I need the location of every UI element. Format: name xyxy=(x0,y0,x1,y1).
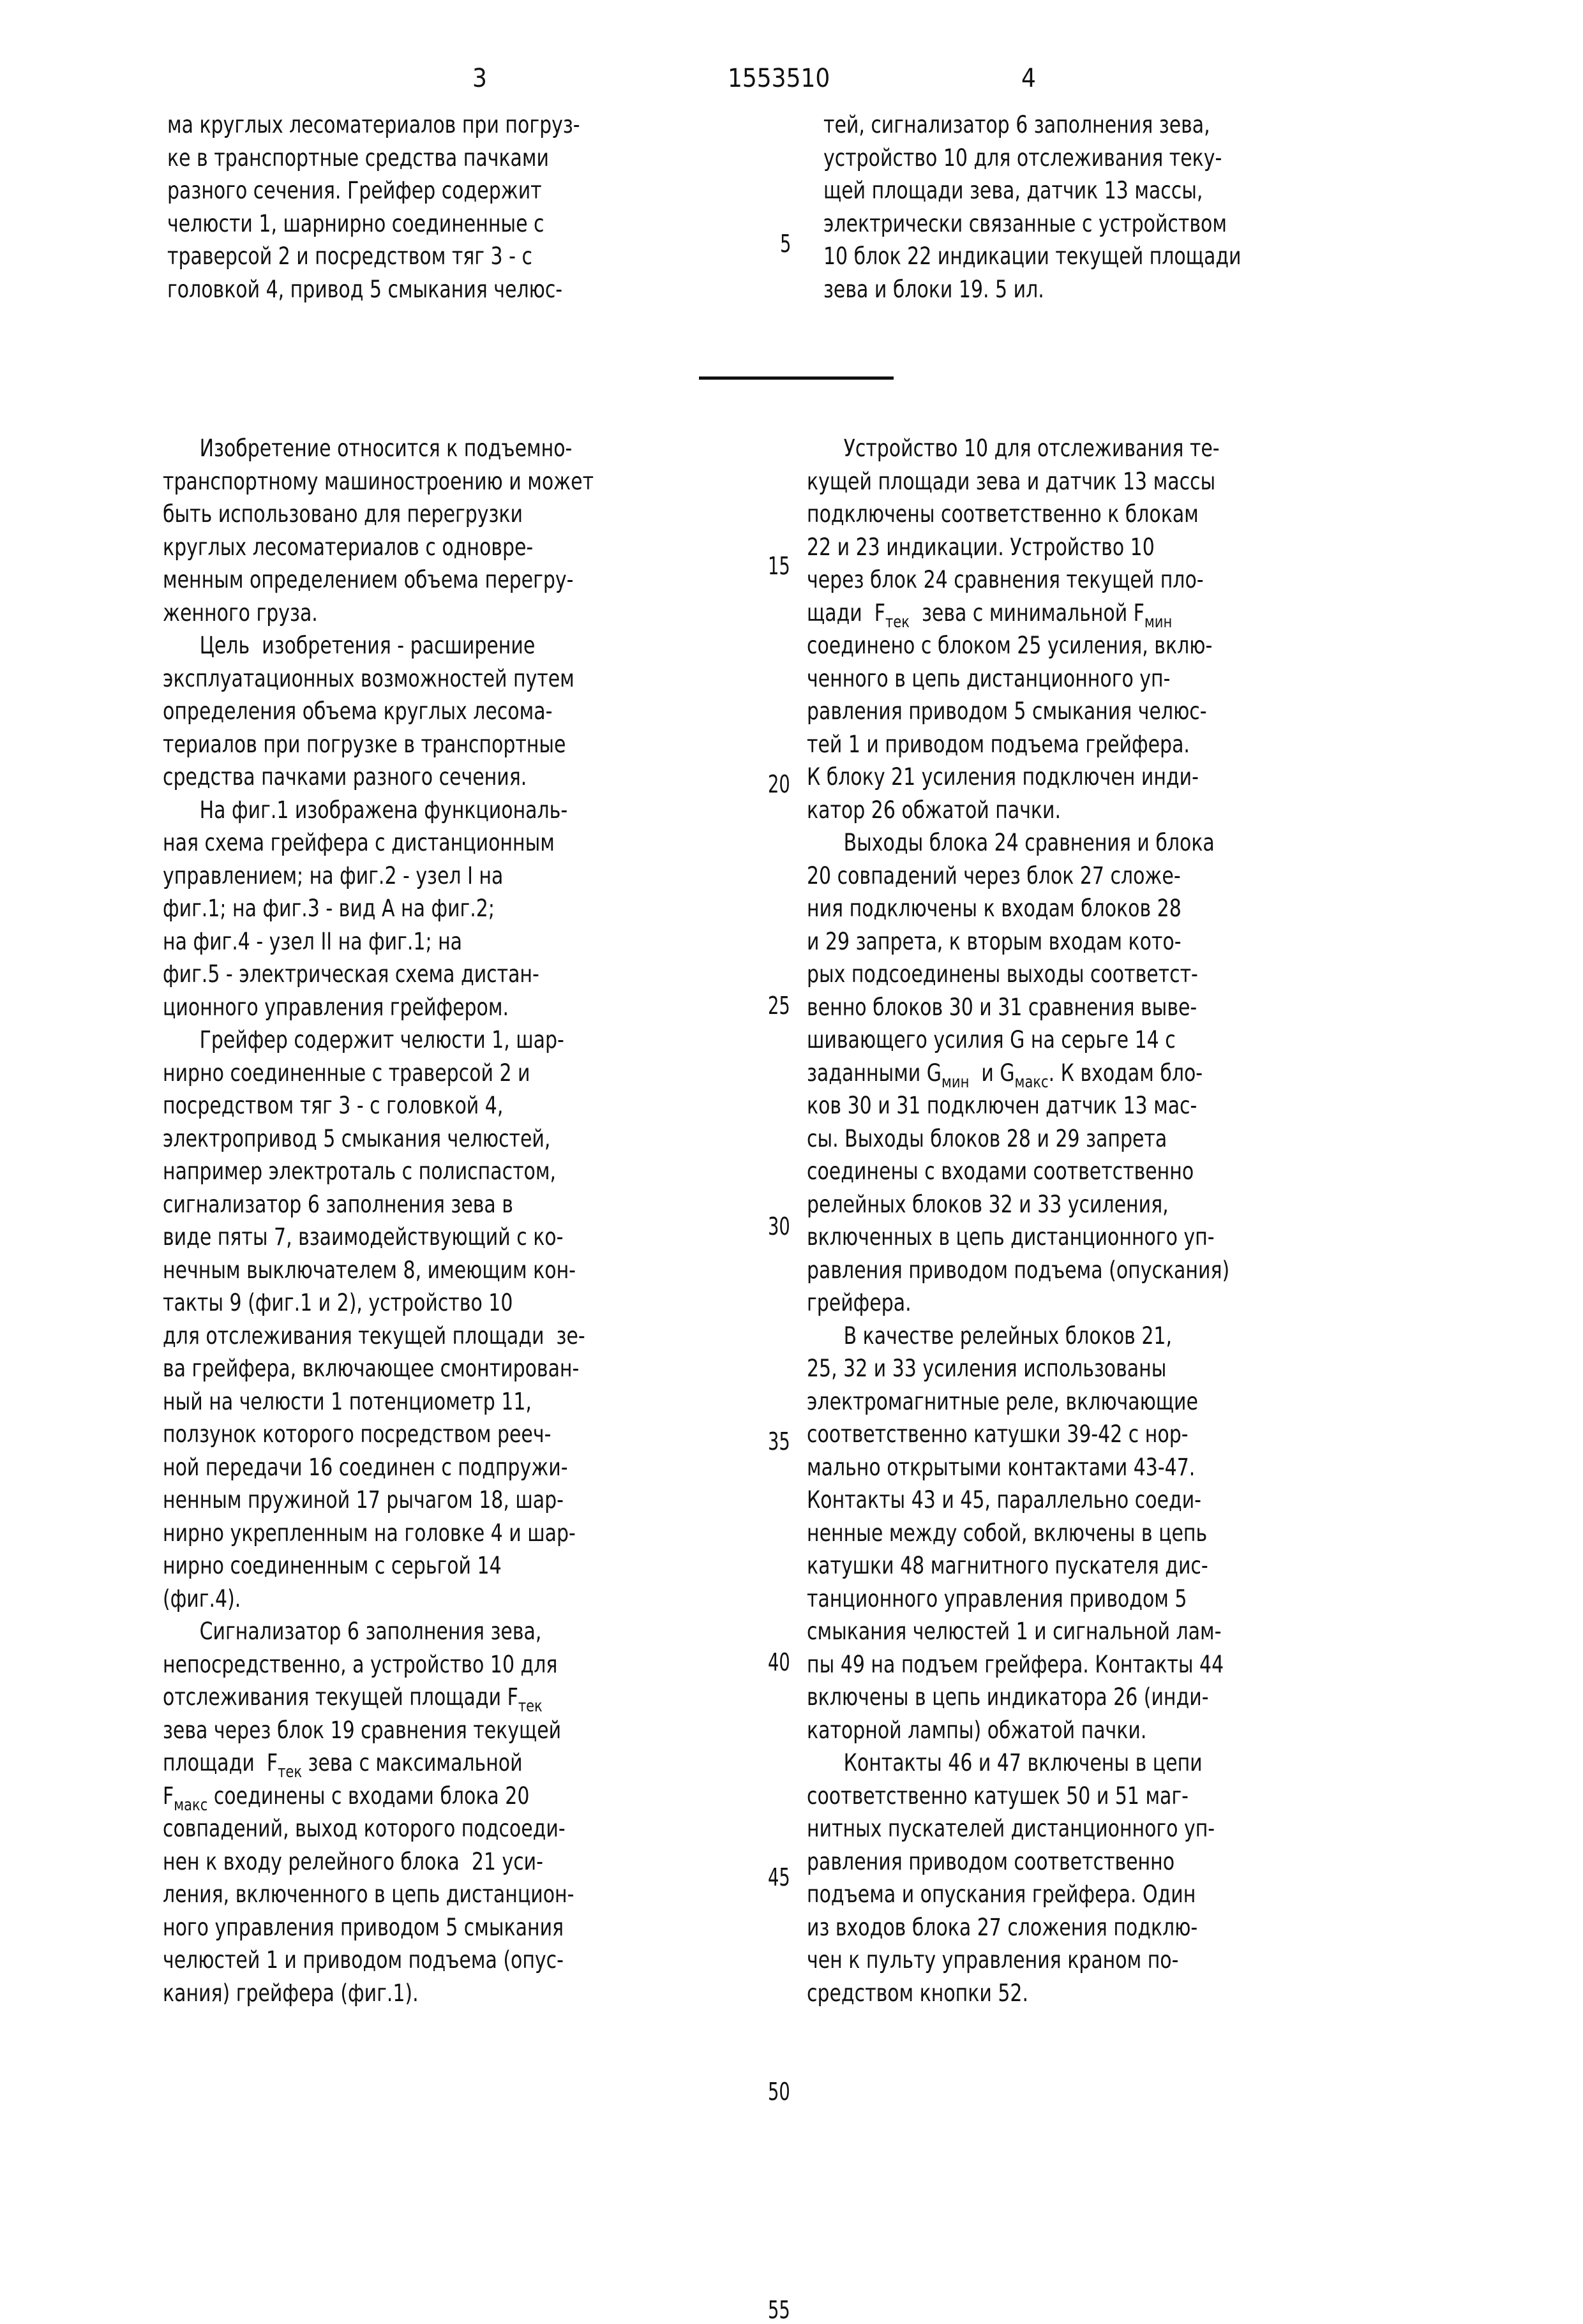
line-text: . К входам бло- xyxy=(1049,1059,1203,1087)
line-text: Устройство 10 для отслеживания те- xyxy=(844,435,1220,462)
subscript: мин xyxy=(942,1073,969,1092)
line-text: подъема и опускания грейфера. Один xyxy=(807,1881,1196,1908)
line-text: равления приводом соответственно xyxy=(807,1848,1174,1875)
line-text: катушки 48 магнитного пускателя дис- xyxy=(807,1552,1208,1579)
text-line xyxy=(807,1714,1229,1747)
line-text: соединено с блоком 25 усиления, вклю- xyxy=(807,632,1212,659)
text-line xyxy=(807,1057,1229,1090)
paragraph-start-line xyxy=(807,1747,1229,1780)
body-right-column xyxy=(807,432,1229,2009)
text-line xyxy=(807,1549,1229,1583)
subscript: тек xyxy=(885,613,910,632)
line-text: сы. Выходы блоков 28 и 29 запрета xyxy=(807,1125,1167,1152)
line-text: соединены с входами блока 20 xyxy=(207,1782,529,1810)
line-text: Выходы блока 24 сравнения и блока xyxy=(844,829,1215,856)
text-line: траверсой 2 и посредством тяг 3 - с xyxy=(167,240,580,273)
line-text: 25, 32 и 33 усиления использованы xyxy=(807,1355,1166,1382)
line-text: ненным пружиной 17 рычагом 18, шар- xyxy=(163,1486,564,1514)
patent-number: 1553510 xyxy=(728,64,830,93)
line-text: фиг.5 - электрическая схема дистан- xyxy=(163,960,539,988)
line-text: На фиг.1 изображена функциональ- xyxy=(200,796,568,824)
text-line xyxy=(163,1221,594,1254)
paragraph-start-line xyxy=(807,826,1229,860)
line-number: 15 xyxy=(768,552,790,580)
line-text: включенных в цепь дистанционного уп- xyxy=(807,1223,1215,1251)
line-text: грейфера. xyxy=(807,1289,912,1316)
line-number: 20 xyxy=(768,770,790,798)
line-text: на фиг.4 - узел II на фиг.1; на xyxy=(163,928,462,955)
line-text: электромагнитные реле, включающие xyxy=(807,1388,1198,1415)
line-text: 20 совпадений через блок 27 сложе- xyxy=(807,862,1181,890)
text-line xyxy=(163,1254,594,1287)
line-text: ползунок которого посредством рееч- xyxy=(163,1420,551,1448)
text-line xyxy=(163,1944,594,1977)
line-number: 45 xyxy=(768,1863,790,1891)
text-line xyxy=(163,1648,594,1681)
line-text: шивающего усилия G на серьге 14 с xyxy=(807,1026,1176,1054)
text-line xyxy=(163,1057,594,1090)
line-text: (фиг.4). xyxy=(163,1585,241,1613)
line-text: тей 1 и приводом подъема грейфера. xyxy=(807,731,1190,758)
text-line xyxy=(163,1812,594,1845)
page-number-left: 3 xyxy=(472,64,487,93)
line-text: подключены соответственно к блокам xyxy=(807,500,1199,528)
text-line xyxy=(807,860,1229,893)
line-text: управлением; на фиг.2 - узел I на xyxy=(163,862,503,890)
text-line xyxy=(163,860,594,893)
line-text: кания) грейфера (фиг.1). xyxy=(163,1979,419,2007)
line-text: сигнализатор 6 заполнения зева в xyxy=(163,1191,513,1218)
paragraph-start-line xyxy=(807,432,1229,465)
line-number: 40 xyxy=(768,1648,790,1676)
line-text: Сигнализатор 6 заполнения зева, xyxy=(200,1618,542,1645)
text-line: разного сечения. Грейфер содержит xyxy=(167,174,580,207)
text-line xyxy=(807,991,1229,1024)
line-text: ный на челюсти 1 потенциометр 11, xyxy=(163,1388,532,1415)
text-line xyxy=(807,1385,1229,1419)
text-line xyxy=(807,531,1229,564)
line-text: зева с максимальной xyxy=(302,1749,523,1777)
text-line xyxy=(163,1747,594,1780)
line-text: Цель изобретения - расширение xyxy=(200,632,536,659)
line-text: совпадений, выход которого подсоеди- xyxy=(163,1815,566,1842)
line-text: нирно соединенным с серьгой 14 xyxy=(163,1552,502,1579)
line-text: ченного в цепь дистанционного уп- xyxy=(807,665,1170,692)
line-text: мально открытыми контактами 43-47. xyxy=(807,1454,1195,1481)
line-text: 22 и 23 индикации. Устройство 10 xyxy=(807,533,1155,561)
text-line xyxy=(807,1484,1229,1517)
text-line xyxy=(163,1089,594,1122)
text-line: головкой 4, привод 5 смыкания челюс- xyxy=(167,273,580,306)
text-line xyxy=(163,925,594,958)
line-text: для отслеживания текущей площади зе- xyxy=(163,1322,585,1350)
line-text: равления приводом 5 смыкания челюс- xyxy=(807,697,1207,725)
text-line xyxy=(163,695,594,728)
text-line xyxy=(807,728,1229,761)
line-text: катор 26 обжатой пачки. xyxy=(807,796,1061,824)
text-line xyxy=(807,629,1229,662)
line-text: териалов при погрузке в транспортные xyxy=(163,731,566,758)
line-marker-5: 5 xyxy=(780,230,791,258)
subscript: мин xyxy=(1144,613,1172,632)
line-text: нечным выключателем 8, имеющим кон- xyxy=(163,1256,576,1284)
text-line xyxy=(807,761,1229,794)
line-text: ненные между собой, включены в цепь xyxy=(807,1519,1207,1547)
line-text: Контакты 43 и 45, параллельно соеди- xyxy=(807,1486,1201,1514)
text-line xyxy=(807,958,1229,991)
line-text: К блоку 21 усиления подключен инди- xyxy=(807,763,1199,791)
line-text: через блок 24 сравнения текущей пло- xyxy=(807,566,1204,593)
line-text: нитных пускателей дистанционного уп- xyxy=(807,1815,1215,1842)
text-line xyxy=(163,1911,594,1944)
line-text: равления приводом подъема (опускания) xyxy=(807,1256,1229,1284)
text-line xyxy=(807,1451,1229,1484)
text-line xyxy=(807,465,1229,498)
line-text: посредством тяг 3 - с головкой 4, xyxy=(163,1092,503,1119)
line-number: 35 xyxy=(768,1427,790,1456)
line-text: транспортному машиностроению и может xyxy=(163,468,594,495)
text-line xyxy=(163,1352,594,1385)
text-line xyxy=(163,1451,594,1484)
text-line xyxy=(163,1385,594,1419)
line-text: Изобретение относится к подъемно- xyxy=(200,435,573,462)
line-text: и 29 запрета, к вторым входам кото- xyxy=(807,928,1182,955)
text-line: устройство 10 для отслеживания теку- xyxy=(823,142,1242,175)
text-line: электрически связанные с устройством xyxy=(823,207,1242,241)
text-line xyxy=(163,1517,594,1550)
text-line xyxy=(163,1286,594,1320)
text-line xyxy=(163,761,594,794)
text-line xyxy=(163,892,594,925)
line-text: например электроталь с полиспастом, xyxy=(163,1158,556,1185)
line-text: танционного управления приводом 5 xyxy=(807,1585,1187,1613)
text-line xyxy=(163,597,594,630)
line-text: средства пачками разного сечения. xyxy=(163,763,527,791)
text-line xyxy=(163,1418,594,1451)
text-line xyxy=(163,991,594,1024)
paragraph-start-line xyxy=(163,432,594,465)
line-text: ная схема грейфера с дистанционным xyxy=(163,829,555,856)
subscript: тек xyxy=(518,1697,543,1716)
text-line xyxy=(807,794,1229,827)
text-line: челюсти 1, шарнирно соединенные с xyxy=(167,207,580,241)
text-line xyxy=(163,465,594,498)
abstract-right-column xyxy=(823,108,1242,306)
line-text: пы 49 на подъем грейфера. Контакты 44 xyxy=(807,1651,1224,1678)
text-line xyxy=(807,662,1229,696)
text-line xyxy=(807,1648,1229,1681)
line-number: 50 xyxy=(768,2078,790,2106)
section-divider xyxy=(699,376,894,380)
line-text: ков 30 и 31 подключен датчик 13 мас- xyxy=(807,1092,1197,1119)
line-text: средством кнопки 52. xyxy=(807,1979,1028,2007)
text-line xyxy=(163,1484,594,1517)
text-line xyxy=(163,1188,594,1221)
text-line xyxy=(807,1286,1229,1320)
text-line xyxy=(163,1714,594,1747)
line-text: площади F xyxy=(163,1749,278,1777)
line-text: фиг.1; на фиг.3 - вид А на фиг.2; xyxy=(163,895,495,922)
line-text: соответственно катушек 50 и 51 маг- xyxy=(807,1782,1189,1810)
text-line xyxy=(807,1155,1229,1188)
line-text: женного груза. xyxy=(163,599,318,627)
text-line: 10 блок 22 индикации текущей площади xyxy=(823,240,1242,273)
text-line xyxy=(807,1615,1229,1648)
text-line xyxy=(807,1517,1229,1550)
paragraph-start-line xyxy=(163,794,594,827)
text-line: ке в транспортные средства пачками xyxy=(167,142,580,175)
line-text: нирно укрепленным на головке 4 и шар- xyxy=(163,1519,576,1547)
text-line: щей площади зева, датчик 13 массы, xyxy=(823,174,1242,207)
subscript: макс xyxy=(1015,1073,1049,1092)
text-line xyxy=(163,1878,594,1911)
line-text: быть использовано для перегрузки xyxy=(163,500,523,528)
line-text: нен к входу релейного блока 21 уси- xyxy=(163,1848,543,1875)
text-line xyxy=(807,1812,1229,1845)
line-text: Контакты 46 и 47 включены в цепи xyxy=(844,1749,1203,1777)
text-line xyxy=(163,728,594,761)
text-line xyxy=(807,1845,1229,1879)
line-text: менным определением объема перегру- xyxy=(163,566,573,593)
text-line xyxy=(807,1911,1229,1944)
text-line xyxy=(163,1977,594,2010)
body-left-column xyxy=(163,432,594,2009)
text-line xyxy=(807,1878,1229,1911)
line-text: и G xyxy=(969,1059,1014,1087)
text-line xyxy=(807,925,1229,958)
line-text: эксплуатационных возможностей путем xyxy=(163,665,574,692)
text-line xyxy=(807,892,1229,925)
line-text: соединены с входами соответственно xyxy=(807,1158,1194,1185)
paragraph-start-line xyxy=(163,1615,594,1648)
text-line xyxy=(163,826,594,860)
text-line: ма круглых лесоматериалов при погруз- xyxy=(167,108,580,142)
text-line xyxy=(807,563,1229,597)
text-line xyxy=(163,563,594,597)
line-text: кущей площади зева и датчик 13 массы xyxy=(807,468,1215,495)
line-text: В качестве релейных блоков 21, xyxy=(844,1322,1172,1350)
abstract-left-column xyxy=(167,108,580,306)
line-text: из входов блока 27 сложения подклю- xyxy=(807,1914,1197,1941)
line-text: F xyxy=(163,1782,174,1810)
text-line xyxy=(163,1155,594,1188)
text-line xyxy=(807,1254,1229,1287)
line-text: соответственно катушки 39-42 с нор- xyxy=(807,1420,1189,1448)
text-line xyxy=(807,1583,1229,1616)
line-text: отслеживания текущей площади F xyxy=(163,1683,518,1711)
text-line xyxy=(163,1320,594,1353)
paragraph-start-line xyxy=(163,629,594,662)
text-line xyxy=(807,597,1229,630)
line-text: ления, включенного в цепь дистанцион- xyxy=(163,1881,574,1908)
line-number: 55 xyxy=(768,2296,790,2324)
paragraph-start-line xyxy=(163,1024,594,1057)
subscript: тек xyxy=(278,1762,302,1782)
text-line xyxy=(807,1122,1229,1156)
line-text: определения объема круглых лесома- xyxy=(163,697,552,725)
line-text: такты 9 (фиг.1 и 2), устройство 10 xyxy=(163,1289,513,1316)
text-line xyxy=(163,958,594,991)
line-text: чен к пульту управления краном по- xyxy=(807,1946,1178,1974)
line-text: включены в цепь индикатора 26 (инди- xyxy=(807,1683,1209,1711)
text-line xyxy=(163,1780,594,1813)
line-text: зева с минимальной F xyxy=(910,599,1144,627)
line-text: нирно соединенные с траверсой 2 и xyxy=(163,1059,530,1087)
text-line xyxy=(807,1681,1229,1714)
text-line xyxy=(163,662,594,696)
paragraph-start-line xyxy=(807,1320,1229,1353)
text-line xyxy=(807,1352,1229,1385)
text-line xyxy=(163,1122,594,1156)
line-text: заданными G xyxy=(807,1059,942,1087)
line-number: 25 xyxy=(768,992,790,1020)
text-line: тей, сигнализатор 6 заполнения зева, xyxy=(823,108,1242,142)
line-text: релейных блоков 32 и 33 усиления, xyxy=(807,1191,1169,1218)
text-line xyxy=(807,1221,1229,1254)
line-text: виде пяты 7, взаимодействующий с ко- xyxy=(163,1223,563,1251)
line-text: венно блоков 30 и 31 сравнения выве- xyxy=(807,994,1197,1021)
text-line xyxy=(163,1583,594,1616)
line-text: зева через блок 19 сравнения текущей xyxy=(163,1717,561,1744)
text-line xyxy=(807,1188,1229,1221)
text-line: зева и блоки 19. 5 ил. xyxy=(823,273,1242,306)
line-text: челюстей 1 и приводом подъема (опус- xyxy=(163,1946,564,1974)
line-text: ва грейфера, включающее смонтирован- xyxy=(163,1355,579,1382)
line-text: ционного управления грейфером. xyxy=(163,994,509,1021)
line-text: круглых лесоматериалов с одновре- xyxy=(163,533,533,561)
line-text: щади F xyxy=(807,599,885,627)
text-line xyxy=(807,1418,1229,1451)
text-line xyxy=(163,531,594,564)
line-text: рых подсоединены выходы соответст- xyxy=(807,960,1198,988)
text-line xyxy=(807,1024,1229,1057)
line-text: Грейфер содержит челюсти 1, шар- xyxy=(200,1026,564,1054)
text-line xyxy=(807,1977,1229,2010)
line-text: непосредственно, а устройство 10 для xyxy=(163,1651,557,1678)
page-number-right: 4 xyxy=(1021,64,1036,93)
text-line xyxy=(163,498,594,531)
line-text: каторной лампы) обжатой пачки. xyxy=(807,1717,1146,1744)
line-text: электропривод 5 смыкания челюстей, xyxy=(163,1125,550,1152)
line-text: смыкания челюстей 1 и сигнальной лам- xyxy=(807,1618,1221,1645)
text-line xyxy=(163,1549,594,1583)
text-line xyxy=(163,1845,594,1879)
text-line xyxy=(807,498,1229,531)
text-line xyxy=(807,1089,1229,1122)
text-line xyxy=(807,695,1229,728)
line-text: ной передачи 16 соединен с подпружи- xyxy=(163,1454,568,1481)
line-text: ния подключены к входам блоков 28 xyxy=(807,895,1182,922)
text-line xyxy=(807,1944,1229,1977)
text-line xyxy=(807,1780,1229,1813)
line-text: ного управления приводом 5 смыкания xyxy=(163,1914,564,1941)
line-number: 30 xyxy=(768,1212,790,1240)
text-line xyxy=(163,1681,594,1714)
subscript: макс xyxy=(174,1796,207,1815)
